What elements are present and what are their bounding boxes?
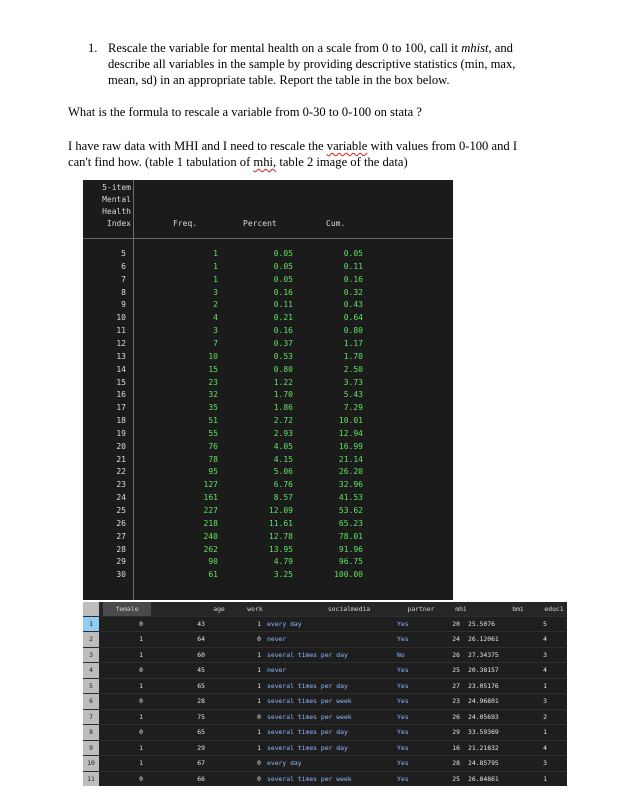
- cell-mhi[interactable]: 20: [452, 620, 460, 628]
- cell-educ1[interactable]: 4: [543, 666, 547, 675]
- cell-work[interactable]: 1: [257, 666, 261, 675]
- cell-work[interactable]: 1: [257, 650, 261, 659]
- cell-partner[interactable]: Yes: [397, 743, 409, 752]
- tabulation-row: [83, 518, 453, 530]
- tabulation-row: [83, 479, 453, 491]
- percent-value: 6.76: [273, 480, 293, 490]
- tabulation-row: [83, 415, 453, 427]
- cell-age[interactable]: 75: [197, 712, 205, 721]
- cum-value: 12.94: [338, 428, 363, 438]
- freq-value: 78: [208, 454, 218, 464]
- cell-bmi[interactable]: 26.84861: [468, 774, 499, 783]
- mhi-value: 24: [116, 493, 126, 503]
- cell-socialmedia[interactable]: several times per day: [267, 650, 348, 659]
- mhi-value: 10: [116, 313, 126, 323]
- column-header-female[interactable]: female: [103, 602, 151, 616]
- cum-value: 1.17: [343, 338, 363, 348]
- table-row[interactable]: [83, 616, 567, 632]
- table-row[interactable]: [83, 693, 567, 709]
- freq-value: 161: [203, 493, 218, 503]
- cum-value: 1.70: [343, 351, 363, 361]
- cell-mhi[interactable]: 28: [452, 759, 460, 768]
- cell-partner[interactable]: Yes: [397, 620, 409, 628]
- cell-bmi[interactable]: 27.34375: [468, 650, 499, 659]
- freq-value: 76: [208, 441, 218, 451]
- column-header-age[interactable]: age: [213, 605, 225, 613]
- table-row[interactable]: [83, 631, 567, 647]
- cell-partner[interactable]: Yes: [397, 697, 409, 706]
- cell-socialmedia[interactable]: several times per week: [267, 697, 352, 706]
- row-number[interactable]: 10: [87, 759, 95, 768]
- cum-value: 32.96: [338, 480, 363, 490]
- column-header-educ1[interactable]: educ1: [544, 605, 564, 613]
- cell-bmi[interactable]: 23.05176: [468, 681, 499, 690]
- cum-value: 3.73: [343, 377, 363, 387]
- cell-age[interactable]: 64: [197, 635, 205, 644]
- tabulation-row: [83, 261, 453, 273]
- percent-value: 13.95: [268, 544, 293, 554]
- mhi-value: 6: [121, 261, 126, 271]
- cell-work[interactable]: 1: [257, 620, 261, 628]
- cell-socialmedia[interactable]: every day: [267, 759, 302, 768]
- prompt-line: What is the formula to rescale a variable from 0-30 to 0-100 on stata ?: [68, 105, 422, 119]
- mhi-value: 7: [121, 274, 126, 284]
- cell-age[interactable]: 28: [197, 697, 205, 706]
- mhi-value: 17: [116, 403, 126, 413]
- cell-bmi[interactable]: 24.85795: [468, 759, 499, 768]
- cum-header: Cum.: [326, 219, 346, 228]
- column-header-bmi[interactable]: bmi: [512, 605, 524, 613]
- mhi-value: 19: [116, 428, 126, 438]
- mhi-value: 23: [116, 480, 126, 490]
- cell-work[interactable]: 1: [257, 681, 261, 690]
- cell-mhi[interactable]: 29: [452, 728, 460, 737]
- mhi-value: 5: [121, 249, 126, 258]
- table-row[interactable]: [83, 678, 567, 694]
- cell-age[interactable]: 65: [197, 681, 205, 690]
- mhi-value: 21: [116, 454, 126, 464]
- mhi-value: 18: [116, 416, 126, 426]
- cell-female[interactable]: 0: [139, 620, 143, 628]
- mhi-value: 27: [116, 531, 126, 541]
- cell-mhi[interactable]: 16: [452, 743, 460, 752]
- tabulation-row: [83, 428, 453, 440]
- cell-mhi[interactable]: 26: [452, 712, 460, 721]
- cell-bmi[interactable]: 24.96801: [468, 697, 499, 706]
- tabulation-row: [83, 454, 453, 466]
- row-number[interactable]: 5: [89, 681, 93, 690]
- cell-partner[interactable]: Yes: [397, 681, 409, 690]
- cell-bmi[interactable]: 33.59369: [468, 728, 499, 737]
- cell-work[interactable]: 1: [257, 697, 261, 706]
- cell-work[interactable]: 0: [257, 774, 261, 783]
- data-editor-grid: [83, 602, 567, 786]
- percent-value: 8.57: [273, 493, 293, 503]
- spellcheck-flagged-word: variable: [326, 139, 368, 153]
- table-row[interactable]: [83, 647, 567, 663]
- cell-age[interactable]: 29: [197, 743, 205, 752]
- table-row[interactable]: [83, 740, 567, 756]
- question-line: Rescale the variable for mental health on a scale from 0 to 100, call it mhist, and: [108, 41, 513, 55]
- row-number[interactable]: 1: [83, 617, 99, 632]
- grid-corner: [83, 602, 99, 616]
- percent-value: 0.16: [273, 287, 293, 297]
- mhi-value: 30: [116, 570, 126, 580]
- tabulation-row: [83, 389, 453, 401]
- freq-value: 15: [208, 364, 218, 374]
- cum-value: 10.01: [338, 416, 363, 426]
- row-number[interactable]: 3: [89, 650, 93, 659]
- freq-value: 1: [213, 261, 218, 271]
- percent-value: 4.15: [273, 454, 293, 464]
- cell-work[interactable]: 1: [257, 728, 261, 737]
- description-line-2: can't find how. (table 1 tabulation of mhi, table 2 image of the data): [68, 155, 408, 169]
- cum-value: 41.53: [338, 493, 363, 503]
- mhi-value: 16: [116, 390, 126, 400]
- percent-value: 0.05: [273, 274, 293, 284]
- freq-value: 55: [208, 428, 218, 438]
- percent-value: 2.72: [273, 416, 293, 426]
- mhi-value: 9: [121, 300, 126, 310]
- tabulation-row: [83, 569, 453, 581]
- cell-partner[interactable]: Yes: [397, 759, 409, 768]
- percent-value: 0.21: [273, 313, 293, 323]
- percent-value: 11.61: [268, 518, 293, 528]
- table-row[interactable]: [83, 662, 567, 678]
- cell-female[interactable]: 1: [139, 712, 143, 721]
- row-number[interactable]: 2: [89, 635, 93, 644]
- cell-female[interactable]: 0: [139, 728, 143, 737]
- mhi-value: 11: [116, 326, 126, 336]
- cell-educ1[interactable]: 3: [543, 759, 547, 768]
- cell-age[interactable]: 67: [197, 759, 205, 768]
- row-number[interactable]: 9: [89, 743, 93, 752]
- freq-value: 7: [213, 338, 218, 348]
- cum-value: 5.43: [343, 390, 363, 400]
- cell-mhi[interactable]: 25: [452, 666, 460, 675]
- cum-value: 0.16: [343, 274, 363, 284]
- cum-value: 91.96: [338, 544, 363, 554]
- tabulation-row: [83, 364, 453, 376]
- cum-value: 65.23: [338, 518, 363, 528]
- cum-value: 0.11: [343, 261, 363, 271]
- row-number[interactable]: 6: [89, 697, 93, 706]
- cell-partner[interactable]: Yes: [397, 635, 409, 644]
- mhi-value: 13: [116, 351, 126, 361]
- percent-value: 12.09: [268, 506, 293, 515]
- cell-partner[interactable]: Yes: [397, 666, 409, 675]
- mhi-value: 26: [116, 518, 126, 528]
- cell-mhi[interactable]: 24: [452, 635, 460, 644]
- cell-educ1[interactable]: 4: [543, 743, 547, 752]
- mhi-value: 28: [116, 544, 126, 554]
- freq-value: 10: [208, 351, 218, 361]
- percent-value: 1.86: [273, 403, 293, 413]
- cell-bmi[interactable]: 20.38157: [468, 666, 499, 675]
- cum-value: 21.14: [338, 454, 363, 464]
- freq-value: 3: [213, 326, 218, 336]
- freq-header: Freq.: [173, 219, 198, 228]
- tabulation-row: [83, 441, 453, 453]
- freq-value: 218: [203, 518, 218, 528]
- tabulation-row: [83, 312, 453, 324]
- cell-educ1[interactable]: 1: [543, 728, 547, 737]
- variable-name-emphasis: mhist: [461, 41, 489, 55]
- tabulation-row: [83, 466, 453, 478]
- cell-educ1[interactable]: 3: [543, 697, 547, 706]
- question-number: 1.: [88, 41, 98, 55]
- variable-label: 5-item Mental Health Index: [102, 183, 131, 228]
- row-number[interactable]: 8: [89, 728, 93, 737]
- cell-socialmedia[interactable]: several times per day: [267, 743, 348, 752]
- cum-value: 78.01: [338, 531, 363, 541]
- tabulation-row: [83, 544, 453, 556]
- column-header-work[interactable]: work: [247, 605, 263, 613]
- cell-educ1[interactable]: 4: [543, 635, 547, 644]
- cell-work[interactable]: 0: [257, 759, 261, 768]
- cell-bmi[interactable]: 24.05693: [468, 712, 499, 721]
- cell-educ1[interactable]: 1: [543, 681, 547, 690]
- cell-socialmedia[interactable]: several times per day: [267, 728, 348, 737]
- percent-value: 0.16: [273, 326, 293, 336]
- mhi-value: 14: [116, 364, 126, 374]
- spellcheck-flagged-word: mhi,: [253, 155, 277, 169]
- cell-partner[interactable]: Yes: [397, 774, 409, 783]
- freq-value: 262: [203, 544, 218, 554]
- percent-value: 5.06: [273, 467, 293, 477]
- cell-socialmedia[interactable]: several times per day: [267, 681, 348, 690]
- column-header-mhi[interactable]: mhi: [455, 605, 467, 613]
- cell-age[interactable]: 60: [197, 650, 205, 659]
- cum-value: 26.20: [338, 467, 363, 477]
- percent-value: 2.93: [273, 428, 293, 438]
- cell-female[interactable]: 1: [139, 759, 143, 768]
- percent-value: 0.11: [273, 300, 293, 310]
- freq-value: 4: [213, 313, 218, 323]
- freq-value: 127: [203, 480, 218, 490]
- freq-value: 61: [208, 570, 218, 580]
- freq-value: 2: [213, 300, 218, 310]
- cell-socialmedia[interactable]: every day: [267, 620, 302, 628]
- cell-educ1[interactable]: 1: [543, 774, 547, 783]
- cell-bmi[interactable]: 26.12061: [468, 635, 499, 644]
- tabulation-row: [83, 325, 453, 337]
- cell-age[interactable]: 66: [197, 774, 205, 783]
- percent-value: 0.05: [273, 261, 293, 271]
- tabulation-row: [83, 274, 453, 286]
- cell-partner[interactable]: Yes: [397, 712, 409, 721]
- question-line: mean, sd) in an appropriate table. Report the table in the box below.: [108, 73, 450, 87]
- cell-bmi[interactable]: 21.21832: [468, 743, 499, 752]
- cell-age[interactable]: 45: [197, 666, 205, 675]
- cell-mhi[interactable]: 26: [452, 650, 460, 659]
- tabulation-row: [83, 377, 453, 389]
- cum-value: 16.99: [338, 441, 363, 451]
- percent-value: 0.05: [273, 249, 293, 258]
- table-row[interactable]: [83, 771, 567, 787]
- percent-value: 3.25: [273, 570, 293, 580]
- cell-female[interactable]: 1: [139, 650, 143, 659]
- freq-value: 51: [208, 416, 218, 426]
- tabulation-row: [83, 248, 453, 260]
- cum-value: 0.32: [343, 287, 363, 297]
- cum-value: 53.62: [338, 506, 363, 515]
- cell-female[interactable]: 0: [139, 774, 143, 783]
- percent-value: 0.80: [273, 364, 293, 374]
- column-header-row: [83, 602, 567, 616]
- cell-educ1[interactable]: 3: [543, 650, 547, 659]
- tabulation-row: [83, 351, 453, 363]
- cum-value: 0.05: [343, 249, 363, 258]
- percent-value: 0.53: [273, 351, 293, 361]
- tabulation-row: [83, 531, 453, 543]
- percent-value: 0.37: [273, 338, 293, 348]
- tabulation-row: [83, 505, 453, 517]
- percent-header: Percent: [243, 219, 277, 228]
- mhi-value: 15: [116, 377, 126, 387]
- cell-work[interactable]: 0: [257, 712, 261, 721]
- percent-value: 4.05: [273, 441, 293, 451]
- cell-socialmedia[interactable]: several times per week: [267, 712, 352, 721]
- mhi-value: 22: [116, 467, 126, 477]
- tabulation-row: [83, 556, 453, 568]
- freq-value: 23: [208, 377, 218, 387]
- cell-work[interactable]: 1: [257, 743, 261, 752]
- cell-mhi[interactable]: 27: [452, 681, 460, 690]
- row-number[interactable]: 7: [89, 712, 93, 721]
- column-header-partner[interactable]: partner: [407, 605, 435, 613]
- tabulation-row: [83, 338, 453, 350]
- cum-value: 0.64: [343, 313, 363, 323]
- cell-female[interactable]: 1: [139, 743, 143, 752]
- cell-female[interactable]: 0: [139, 666, 143, 675]
- mhi-value: 25: [116, 506, 126, 515]
- freq-value: 227: [203, 506, 218, 515]
- row-number[interactable]: 4: [89, 666, 93, 675]
- cell-female[interactable]: 1: [139, 635, 143, 644]
- freq-value: 90: [208, 557, 218, 567]
- column-header-socialmedia[interactable]: socialmedia: [327, 605, 371, 613]
- table-row[interactable]: [83, 755, 567, 771]
- freq-value: 35: [208, 403, 218, 413]
- cell-partner[interactable]: Yes: [397, 728, 409, 737]
- mhi-value: 29: [116, 557, 126, 567]
- row-number[interactable]: 11: [87, 774, 95, 783]
- table-row[interactable]: [83, 709, 567, 725]
- cum-value: 0.80: [343, 326, 363, 336]
- mhi-value: 12: [116, 338, 126, 348]
- cell-educ1[interactable]: 2: [543, 712, 547, 721]
- cell-age[interactable]: 65: [197, 728, 205, 737]
- cell-mhi[interactable]: 25: [452, 774, 460, 783]
- cum-value: 96.75: [338, 557, 363, 567]
- cell-age[interactable]: 43: [197, 620, 205, 628]
- percent-value: 1.22: [273, 377, 293, 387]
- freq-value: 240: [203, 531, 218, 541]
- cell-socialmedia[interactable]: never: [267, 635, 287, 644]
- cell-partner[interactable]: No: [397, 650, 405, 659]
- cum-value: 100.00: [334, 570, 363, 580]
- question-text: [108, 40, 566, 88]
- cell-female[interactable]: 1: [139, 681, 143, 690]
- table-row[interactable]: [83, 724, 567, 740]
- tabulation-row: [83, 402, 453, 414]
- percent-value: 12.78: [268, 531, 293, 541]
- cell-socialmedia[interactable]: never: [267, 666, 287, 675]
- question-line: describe all variables in the sample by providing descriptive statistics (min, max,: [108, 57, 516, 71]
- cell-socialmedia[interactable]: several times per week: [267, 774, 352, 783]
- cell-female[interactable]: 0: [139, 697, 143, 706]
- cum-value: 2.50: [343, 364, 363, 374]
- cell-bmi[interactable]: 25.5076: [468, 620, 495, 628]
- percent-value: 1.70: [273, 390, 293, 400]
- cell-mhi[interactable]: 23: [452, 697, 460, 706]
- description-line-1: I have raw data with MHI and I need to rescale the variable with values from 0-100 and I: [68, 139, 518, 153]
- freq-value: 1: [213, 249, 218, 258]
- freq-value: 3: [213, 287, 218, 297]
- cum-value: 0.43: [343, 300, 363, 310]
- mhi-tabulation-table: [83, 180, 453, 600]
- freq-value: 32: [208, 390, 218, 400]
- tabulation-row: [83, 492, 453, 504]
- freq-value: 95: [208, 467, 218, 477]
- tabulation-row: [83, 287, 453, 299]
- percent-value: 4.79: [273, 557, 293, 567]
- freq-value: 1: [213, 274, 218, 284]
- cell-work[interactable]: 0: [257, 635, 261, 644]
- tabulation-row: [83, 299, 453, 311]
- cell-educ1[interactable]: 5: [543, 620, 547, 628]
- mhi-value: 20: [116, 441, 126, 451]
- cum-value: 7.29: [343, 403, 363, 413]
- mhi-value: 8: [121, 287, 126, 297]
- header-divider: [83, 238, 453, 239]
